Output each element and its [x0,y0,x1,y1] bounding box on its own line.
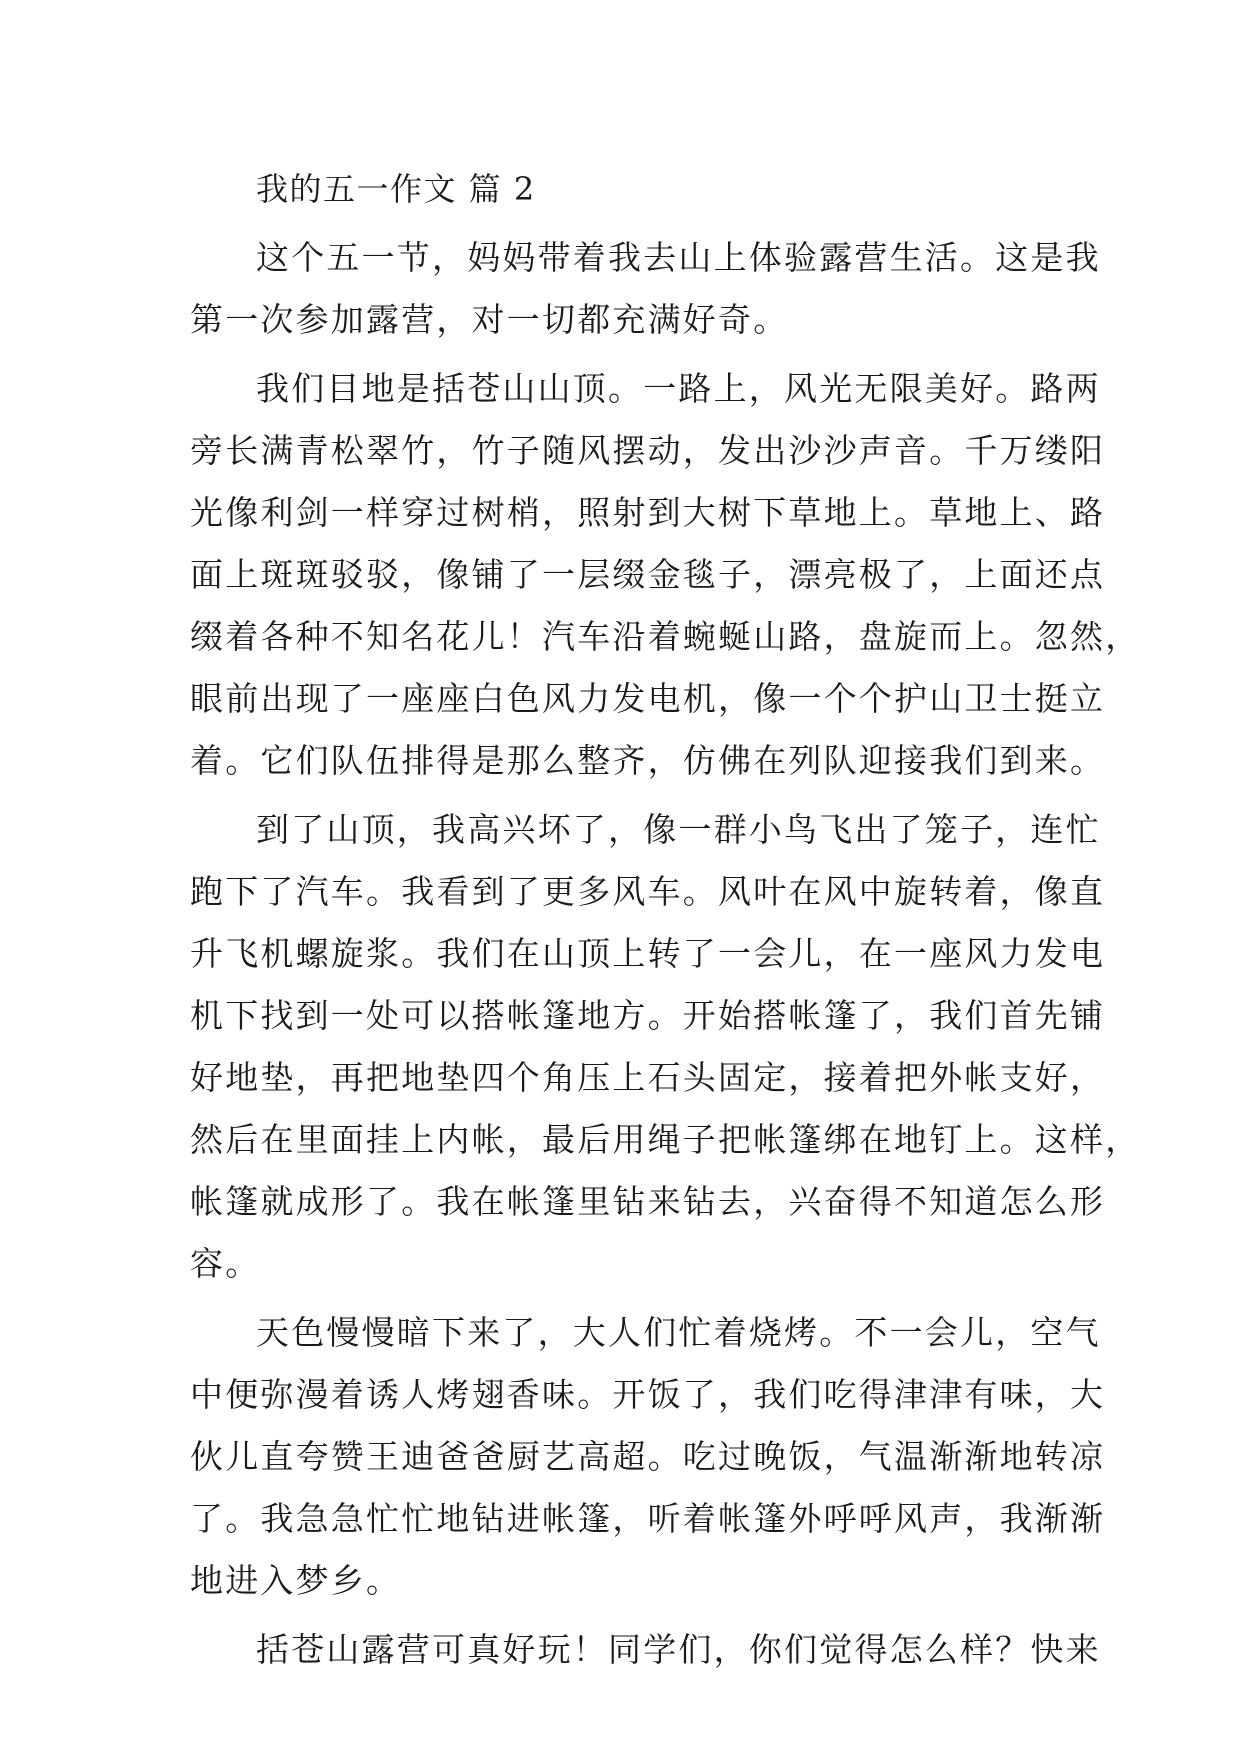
paragraph-2 [190,358,1141,792]
paragraph-5 [190,1619,1101,1681]
paragraph-line: 括苍山露营可真好玩！同学们，你们觉得怎么样？快来 [256,1630,1101,1669]
spacer [190,1295,1050,1302]
paragraph-3 [190,799,1141,1295]
paragraph-line: 天色慢慢暗下来了，大人们忙着烧烤。不一会儿，空气 [256,1313,1101,1352]
paragraph-line: 伙儿直夸赞王迪爸爸厨艺高超。吃过晚饭，气温渐渐地转凉 [190,1437,1106,1476]
paragraph-line: 着。它们队伍排得是那么整齐，仿佛在列队迎接我们到来。 [190,741,1106,780]
paragraph-line: 缀着各种不知名花儿！汽车沿着蜿蜒山路，盘旋而上。忽然， [190,617,1141,656]
paragraph-line: 然后在里面挂上内帐，最后用绳子把帐篷绑在地钉上。这样， [190,1120,1141,1159]
spacer [190,220,1050,227]
paragraph-line: 帐篷就成形了。我在帐篷里钻来钻去，兴奋得不知道怎么形 [190,1182,1106,1221]
paragraph-line: 旁长满青松翠竹，竹子随风摆动，发出沙沙声音。千万缕阳 [190,431,1106,470]
paragraph-line: 眼前出现了一座座白色风力发电机，像一个个护山卫士挺立 [190,679,1106,718]
paragraph-line: 中便弥漫着诱人烤翅香味。开饭了，我们吃得津津有味，大 [190,1375,1106,1414]
spacer [190,351,1050,358]
paragraph-line: 容。 [190,1244,261,1283]
paragraph-line: 升飞机螺旋浆。我们在山顶上转了一会儿，在一座风力发电 [190,934,1106,973]
paragraph-line: 好地垫，再把地垫四个角压上石头固定，接着把外帐支好， [190,1058,1106,1097]
paragraph-line: 这个五一节，妈妈带着我去山上体验露营生活。这是我 [256,238,1101,277]
paragraph-line: 地进入梦乡。 [190,1561,402,1600]
essay-body [190,158,1141,1681]
essay-title: 我的五一作文 篇 2 [256,170,536,208]
paragraph-line: 我们目地是括苍山山顶。一路上，风光无限美好。路两 [256,369,1101,408]
paragraph-line: 面上斑斑驳驳，像铺了一层缀金毯子，漂亮极了，上面还点 [190,555,1106,594]
paragraph-line: 跑下了汽车。我看到了更多风车。风叶在风中旋转着，像直 [190,872,1106,911]
paragraph-4 [190,1302,1106,1612]
paragraph-line: 光像利剑一样穿过树梢，照射到大树下草地上。草地上、路 [190,493,1106,532]
paragraph-line: 了。我急急忙忙地钻进帐篷，听着帐篷外呼呼风声，我渐渐 [190,1499,1106,1538]
spacer [190,1612,1050,1619]
paragraph-line: 机下找到一处可以搭帐篷地方。开始搭帐篷了，我们首先铺 [190,996,1106,1035]
spacer [190,792,1050,799]
paragraph-1 [190,227,1101,351]
paragraph-line: 第一次参加露营，对一切都充满好奇。 [190,300,789,339]
paragraph-line: 到了山顶，我高兴坏了，像一群小鸟飞出了笼子，连忙 [256,810,1101,849]
